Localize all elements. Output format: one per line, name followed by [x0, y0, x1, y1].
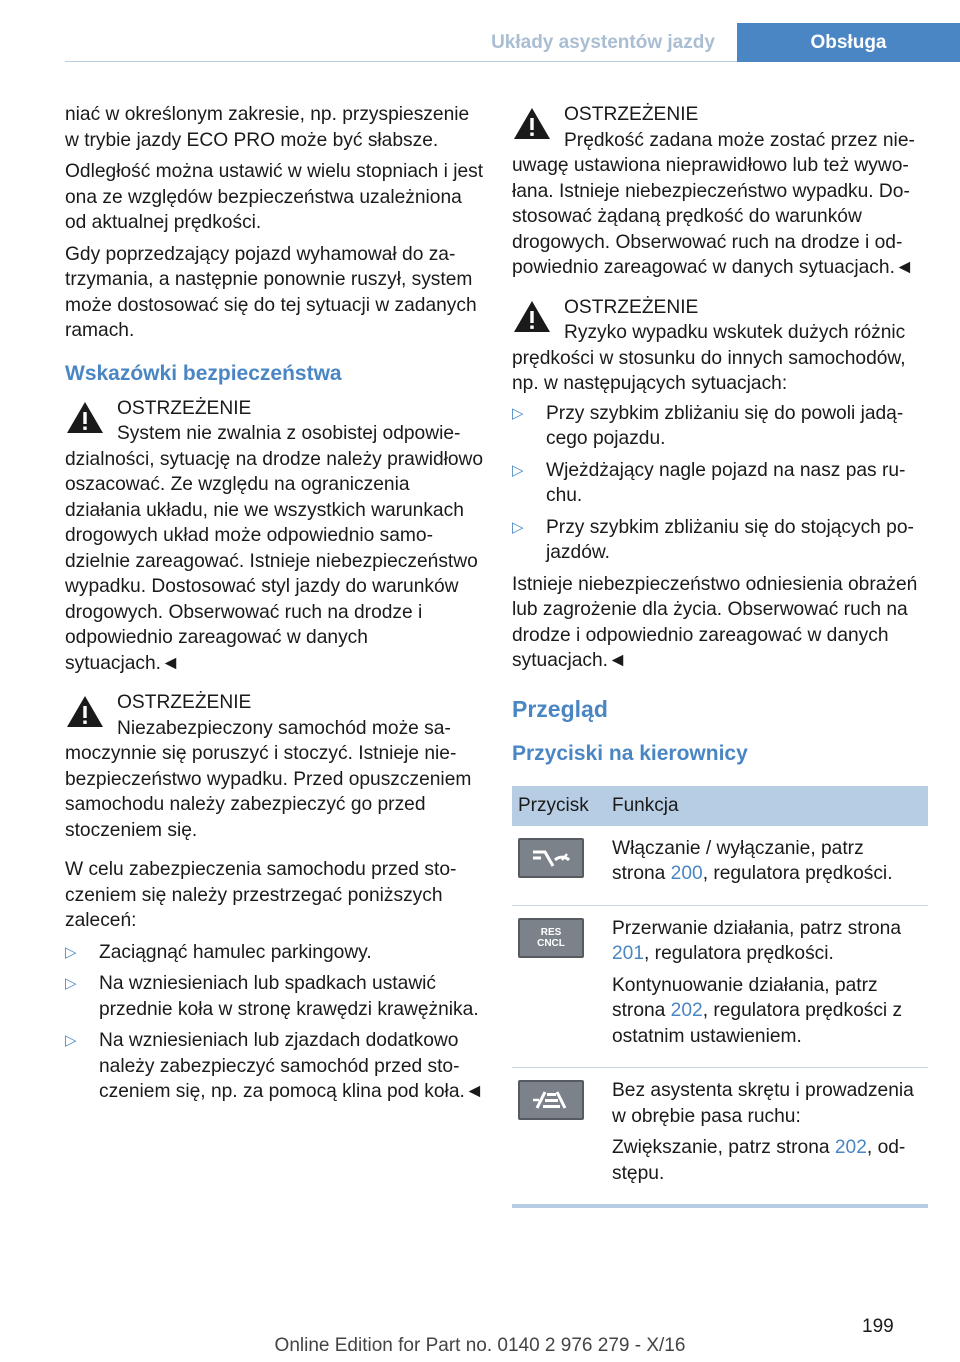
warning-title: OSTRZEŻENIE [117, 692, 252, 713]
function-text [612, 973, 922, 1050]
list-item [65, 940, 485, 966]
icon-label: RES [540, 926, 562, 938]
left-column [65, 102, 485, 1111]
function-text [612, 836, 922, 887]
function-text-part: Włączanie / wyłączanie, patrz strona [612, 837, 864, 884]
list-item-text: Przy szybkim zbliżaniu się do stojących pojazdów. [546, 516, 914, 563]
warning-triangle-icon [512, 299, 552, 334]
function-text-part: , regulatora prędkości. [644, 943, 834, 964]
function-text-part: , regulatora prędkości z ostatnim ustawieniem. [612, 1000, 903, 1047]
list-item-text: Zaciągnąć hamulec parkingowy. [99, 941, 372, 963]
function-text [612, 1078, 922, 1129]
triangle-bullet-icon: ▷ [512, 518, 524, 536]
list-item-text: Przy szybkim zbliżaniu się do powoli jadącego pojazdu. [546, 402, 904, 449]
bullet-list [65, 940, 485, 1105]
warning-title: OSTRZEŻENIE [117, 397, 252, 419]
warning-block [512, 295, 932, 397]
paragraph: Odległość można ustawić w wielu stopniach i jest ona ze względów bezpieczeństwa uzależniona od aktualnej prędkości. [65, 161, 484, 233]
page-link[interactable]: 202 [834, 1137, 867, 1158]
function-text-part: Przerwanie działania, patrz strona [612, 917, 902, 939]
table-cell [512, 905, 606, 1068]
paragraph: Gdy poprzedzający pojazd wyhamował do zatrzymania, a następnie ponownie ruszył, system może dostosować się do tej sytuacji w zadanych ramach. [65, 243, 477, 341]
list-item [65, 971, 485, 1022]
table-header-cell: Funkcja [606, 786, 928, 826]
page-header [0, 0, 960, 62]
paragraph: niać w określonym zakresie, np. przyspieszenie w trybie jazdy ECO PRO może być słabsze. [65, 104, 470, 151]
table-row [512, 1068, 928, 1207]
warning-text: System nie zwalnia z osobistej odpowiedzialności, sytuację na drodze należy prawidłowo oszacować. Ze względu na ograniczenia działania układu, nie we wszystkich warunkach drogowych układ może odpowiednio samodzielnie zareagować. Istnieje niebezpieczeństwo wypadku. Dostosować styl jazdy do warunków drogowych. Obserwować ruch na drodze i odpowiednio zareagować w danych sytuacjach.◄ [65, 423, 484, 674]
warning-title: OSTRZEŻENIE [564, 296, 699, 318]
list-item [512, 401, 932, 452]
warning-text: Ryzyko wypadku wskutek dużych różnic prędkości w stosunku do innych samochodów, np. w następujących sytuacjach: [512, 322, 906, 394]
table-cell [512, 1068, 606, 1207]
function-text-part: Zwiększanie, patrz strona [612, 1137, 835, 1158]
table-row [512, 905, 928, 1068]
section-title: Układy asystentów jazdy [491, 32, 715, 53]
warning-triangle-icon [512, 106, 552, 141]
chapter-tab: Obsługa [737, 23, 960, 62]
warning-text: Niezabezpieczony samochód może samoczynnie się poruszyć i stoczyć. Istnieje niebezpieczeństwo wypadku. Przed opuszczeniem samochodu należy zabezpieczyć go przed stoczeniem się. [65, 717, 472, 841]
paragraph: Istnieje niebezpieczeństwo odniesienia obrażeń lub zagrożenie dla życia. Obserwować ruch na drodze i odpowiednio zareagować w danych sytuacjach.◄ [512, 573, 918, 671]
warning-triangle-icon [65, 694, 105, 729]
list-item-text: Na wzniesieniach lub spadkach ustawić przednie koła w stronę krawędzi krawężnika. [99, 973, 479, 1020]
table-row [512, 826, 928, 906]
function-text [612, 916, 922, 967]
warning-block [65, 396, 485, 677]
function-text-part: Kontynuowanie działania, patrz strona [612, 974, 878, 1021]
table-header-row [512, 786, 928, 826]
icon-label: CNCL [537, 937, 565, 949]
list-item [65, 1028, 485, 1105]
page-link[interactable]: 202 [670, 1000, 703, 1021]
function-text-part: , regulatora prędkości. [702, 863, 893, 884]
table-header-cell: Przycisk [512, 786, 606, 826]
cruise-onoff-icon [518, 838, 584, 878]
header-rule [65, 61, 737, 62]
triangle-bullet-icon: ▷ [512, 404, 524, 422]
warning-block [65, 690, 485, 843]
list-item [512, 458, 932, 509]
buttons-table [512, 786, 928, 1209]
page-link[interactable]: 201 [612, 943, 645, 964]
table-cell [512, 826, 606, 906]
function-text [612, 1135, 922, 1186]
page-number: 199 [862, 1316, 894, 1337]
distance-icon [518, 1080, 584, 1120]
section-heading: Wskazówki bezpieczeństwa [65, 361, 342, 385]
page-link[interactable]: 200 [670, 863, 703, 884]
triangle-bullet-icon: ▷ [512, 461, 524, 479]
bullet-list [512, 401, 932, 566]
warning-title: OSTRZEŻENIE [564, 104, 699, 125]
warning-text: Prędkość zadana może zostać przez nieuwagę ustawiona nieprawidłowo lub też wywołana. Istnieje niebezpieczeństwo wypadku. Dostosować żądaną prędkość do warunków drogowych. Obserwować ruch na drodze i odpowiednio zareagować w danych sytuacjach.◄ [512, 129, 915, 278]
paragraph: W celu zabezpieczenia samochodu przed stoczeniem się należy przestrzegać poniższych zaleceń: [65, 859, 457, 931]
function-text-part: Bez asystenta skrętu i prowadzenia w obrębie pasa ruchu: [612, 1080, 914, 1127]
table-cell [606, 905, 928, 1068]
function-text-part: , odstępu. [612, 1137, 906, 1184]
footer-edition: Online Edition for Part no. 0140 2 976 279 - X/16 [274, 1335, 686, 1356]
warning-triangle-icon [65, 400, 105, 435]
table-cell [606, 1068, 928, 1207]
subsection-heading: Przyciski na kierownicy [512, 741, 748, 765]
triangle-bullet-icon: ▷ [65, 1032, 77, 1049]
right-column [512, 102, 932, 1208]
section-heading: Przegląd [512, 695, 608, 722]
warning-block [512, 102, 932, 281]
list-item [512, 515, 932, 566]
list-item-text: Na wzniesieniach lub zjazdach dodatkowo należy zabezpieczyć samochód przed stoczeniem się, np. za pomocą klina pod koła.◄ [99, 1030, 484, 1102]
triangle-bullet-icon: ▷ [65, 943, 77, 961]
list-item-text: Wjeżdżający nagle pojazd na nasz pas ruchu. [546, 459, 906, 506]
triangle-bullet-icon: ▷ [65, 975, 77, 992]
table-cell [606, 826, 928, 906]
res-cncl-icon [518, 918, 584, 958]
